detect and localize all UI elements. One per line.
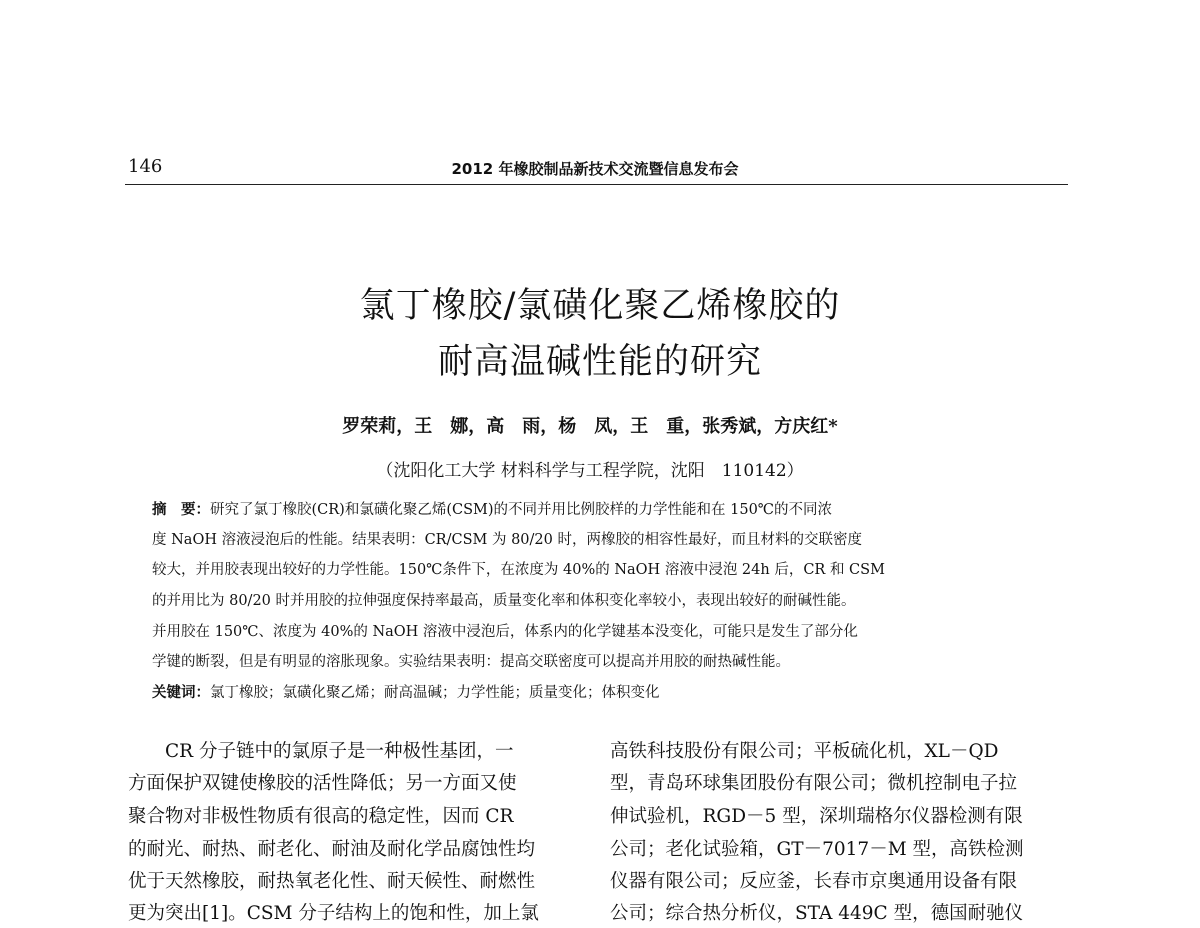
abstract-line: 学键的断裂，但是有明显的溶胀现象。实验结果表明：提高交联密度可以提高并用胶的耐热碱性能。 <box>152 654 790 670</box>
abstract-text: 研究了氯丁橡胶(CR)和氯磺化聚乙烯(CSM)的不同并用比例胶样的力学性能和在 150℃的不同浓 <box>210 502 833 518</box>
abstract-line: 并用胶在 150℃、浓度为 40%的 NaOH 溶液中浸泡后，体系内的化学键基本没变化，可能只是发生了部分化 <box>152 624 858 640</box>
keywords-label: 关键词： <box>152 685 210 701</box>
abstract-line: 较大，并用胶表现出较好的力学性能。150℃条件下，在浓度为 40%的 NaOH 溶液中浸泡 24h 后，CR 和 CSM <box>152 562 885 578</box>
keywords-text: 氯丁橡胶；氯磺化聚乙烯；耐高温碱；力学性能；质量变化；体积变化 <box>210 685 660 701</box>
body-line: 聚合物对非极性物质有很高的稳定性，因而 CR <box>128 806 514 827</box>
body-line: 型，青岛环球集团股份有限公司；微机控制电子拉 <box>610 773 1018 794</box>
authors: 罗荣莉，王 娜，高 雨，杨 凤，王 重，张秀斌，方庆红* <box>342 416 838 437</box>
body-line: 高铁科技股份有限公司；平板硫化机，XL－QD <box>610 741 999 762</box>
body-line: 公司；老化试验箱，GT－7017－M 型，高铁检测 <box>610 839 1024 860</box>
running-header: 2012 年橡胶制品新技术交流暨信息发布会 <box>451 160 739 178</box>
abstract-line: 的并用比为 80/20 时并用胶的拉伸强度保持率最高，质量变化率和体积变化率较小，表现出较好的耐碱性能。 <box>152 593 856 609</box>
body-line: CR 分子链中的氯原子是一种极性基团，一 <box>128 741 514 762</box>
body-line: 公司；综合热分析仪，STA 449C 型，德国耐驰仪 <box>610 903 1024 924</box>
body-line: 更为突出[1]。CSM 分子结构上的饱和性，加上氯 <box>128 903 539 924</box>
body-line: 方面保护双键使橡胶的活性降低；另一方面又使 <box>128 773 517 794</box>
keywords <box>152 681 660 702</box>
abstract-line: 度 NaOH 溶液浸泡后的性能。结果表明：CR/CSM 为 80/20 时，两橡胶的相容性最好，而且材料的交联密度 <box>152 532 862 548</box>
paper-title-line1: 氯丁橡胶/氯磺化聚乙烯橡胶的 <box>359 286 841 326</box>
page-number: 146 <box>128 156 163 177</box>
body-line: 的耐光、耐热、耐老化、耐油及耐化学品腐蚀性均 <box>128 839 536 860</box>
affiliation: （沈阳化工大学 材料科学与工程学院，沈阳 110142） <box>376 461 804 481</box>
body-line: 仪器有限公司；反应釜，长春市京奥通用设备有限 <box>610 871 1018 892</box>
abstract-line <box>152 498 832 519</box>
header-rule <box>125 184 1068 185</box>
paper-title-line2: 耐高温碱性能的研究 <box>437 342 762 382</box>
abstract-label: 摘 要： <box>152 502 210 518</box>
body-line: 优于天然橡胶，耐热氧老化性、耐天候性、耐燃性 <box>128 871 536 892</box>
body-line: 伸试验机，RGD－5 型，深圳瑞格尔仪器检测有限 <box>610 806 1023 827</box>
